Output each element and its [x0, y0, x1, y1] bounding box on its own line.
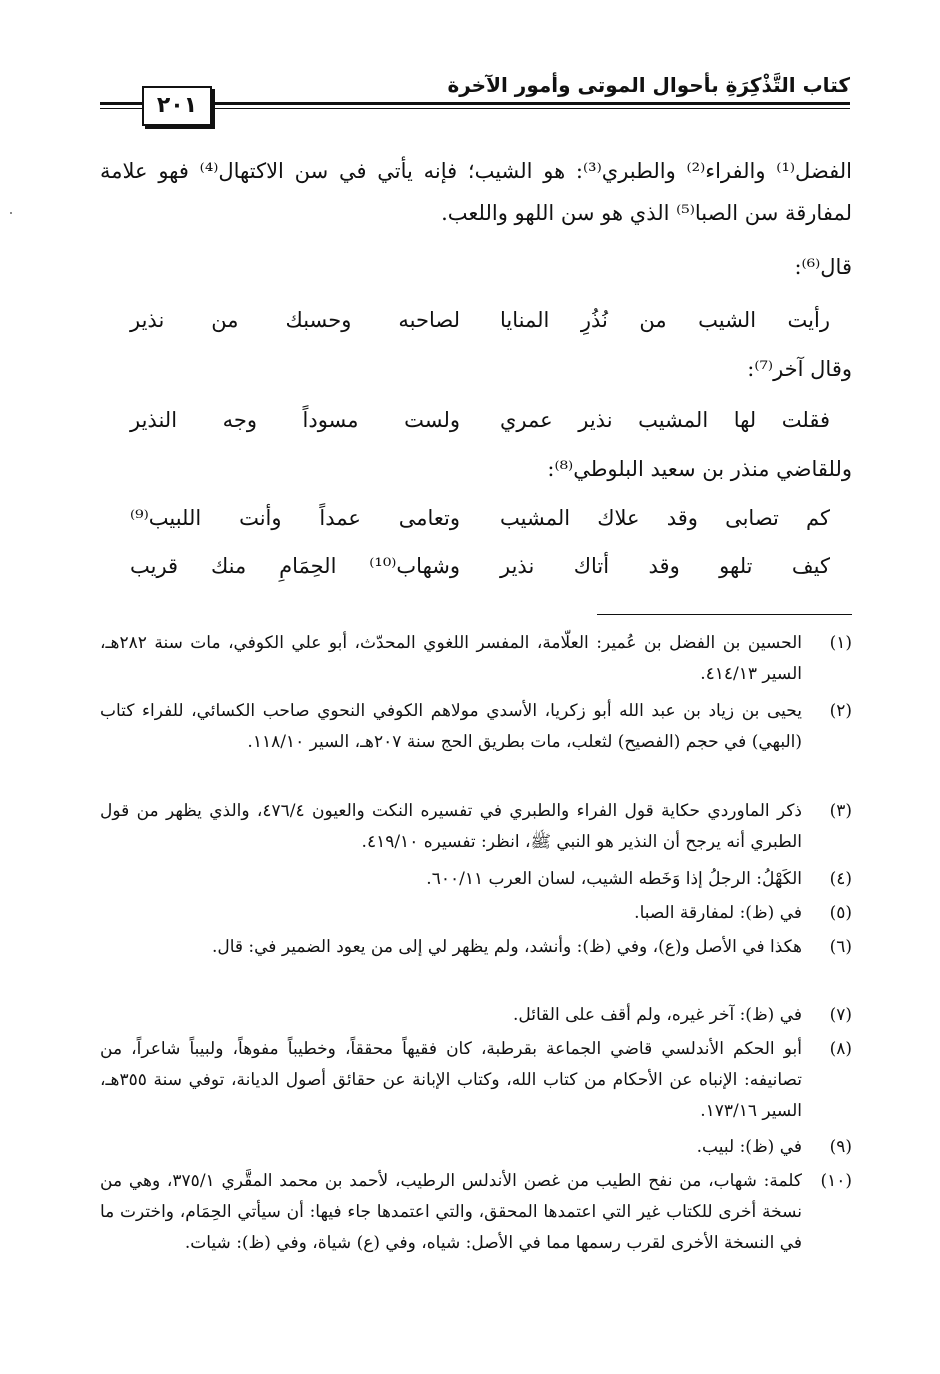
footnote-number: (١)	[829, 633, 852, 653]
page-header	[100, 70, 850, 132]
body-paragraph: الفضل⁽¹⁾ والفراء⁽²⁾ والطبري⁽³⁾: هو الشيب؛ فإنه يأتي في سن الاكتهال⁽⁴⁾ فهو علامة لمفارقة سن الصبا⁽⁵⁾ الذي هو سن اللهو واللعب.	[100, 159, 852, 225]
verse-4-second-hemistich: وشهاب⁽¹⁰⁾ الحِمَامِ منك قريب	[130, 554, 460, 578]
verse-2	[130, 398, 830, 442]
poem-intro-3: وللقاضي منذر بن سعيد البلوطي⁽⁸⁾:	[547, 457, 852, 481]
footnote	[100, 628, 852, 690]
footnote	[100, 1034, 852, 1127]
poem-intro-2: وقال آخر⁽⁷⁾:	[747, 357, 852, 381]
footnote	[100, 696, 852, 758]
footnote	[100, 1166, 852, 1259]
verse-1-second-hemistich: لصاحبه وحسبك من نذير	[130, 308, 460, 332]
verse-2-first-hemistich: فقلت لها المشيب نذير عمري	[500, 408, 830, 432]
footnote-number: (٣)	[829, 801, 852, 821]
page-number: ٢٠١	[142, 86, 212, 126]
footnote	[100, 796, 852, 858]
footnote-text: في (ظ): لمفارقة الصبا.	[634, 903, 802, 923]
footnote	[100, 932, 852, 963]
poem-intro-1: قال⁽⁶⁾:	[794, 255, 852, 279]
footnote-text: كلمة: شهاب، من نفح الطيب من غصن الأندلس الرطيب، لأحمد بن محمد المقَّري ٣٧٥/١، وهي من نسخة أخرى للكتاب غير التي اعتمدها المحقق، والتي اعتمدها جاء فيها: أن سيأتي الحِمَام، واخترت ما في النسخة الأخرى لقرب رسمها مما في الأصل: شياه، وفي (ع) شياة، وفي (ظ): شيات.	[100, 1171, 802, 1253]
running-title: كتاب التَّذْكِرَةِ بأحوال الموتى وأمور الآخرة	[447, 73, 850, 97]
footnote-number: (٦)	[829, 937, 852, 957]
footnote-text: الحسين بن الفضل بن عُمير: العلّامة، المفسر اللغوي المحدّث، أبو علي الكوفي، مات سنة ٢٨٢هـ، السير ٤١٤/١٣.	[100, 633, 802, 684]
footnote-separator	[597, 614, 852, 615]
verse-4-first-hemistich: كيف تلهو وقد أتاك نذير	[500, 554, 830, 578]
footnote-text: في (ظ): آخر غيره، ولم أقف على القائل.	[512, 1005, 802, 1025]
footnote	[100, 1132, 852, 1163]
verse-1-first-hemistich: رأيت الشيب من نُذُرِ المنايا	[500, 308, 830, 332]
verse-4	[130, 544, 830, 588]
verse-2-second-hemistich: ولست مسوداً وجه النذير	[130, 408, 460, 432]
verse-3-first-hemistich: كم تصابى وقد علاك المشيب	[500, 506, 830, 530]
footnote-text: يحيى بن زياد بن عبد الله أبو زكريا، الأسدي مولاهم الكوفي النحوي صاحب الكسائي، للفراء كتاب (البهي) في حجم (الفصيح) لثعلب، مات بطريق الحج سنة ٢٠٧هـ، السير ١١٨/١٠.	[100, 701, 802, 752]
footnote-number: (٨)	[829, 1039, 852, 1059]
scan-speck	[10, 212, 12, 214]
footnote-text: الكَهْلُ: الرجلُ إذا وَخَطه الشيب، لسان العرب ٦٠٠/١١.	[426, 869, 802, 889]
header-rule-thick	[100, 102, 850, 105]
footnote	[100, 864, 852, 895]
footnote-number: (٢)	[829, 701, 852, 721]
verse-3-second-hemistich: وتعامى عمداً وأنت اللبيب⁽⁹⁾	[130, 506, 460, 530]
header-rule-thin	[100, 108, 850, 109]
footnote-number: (٤)	[829, 869, 852, 889]
footnote	[100, 898, 852, 929]
footnote-number: (١٠)	[820, 1171, 852, 1191]
footnote-text: ذكر الماوردي حكاية قول الفراء والطبري في تفسيره النكت والعيون ٤٧٦/٤، والذي يظهر من قول الطبري أنه يرجح أن النذير هو النبي ﷺ، انظر: تفسيره ٤١٩/١٠.	[100, 801, 802, 852]
footnote-number: (٧)	[829, 1005, 852, 1025]
verse-3	[130, 496, 830, 540]
footnote-text: أبو الحكم الأندلسي قاضي الجماعة بقرطبة، كان فقيهاً محققاً، وخطيباً مفوهاً، ولبيباً شاعراً، من تصانيفه: الإنباه عن الأحكام من كتاب الله، وكتاب الإبانة عن حقائق أصول الديانة، توفي سنة ٣٥٥هـ، السير ١٧٣/١٦.	[100, 1039, 802, 1121]
verse-1	[130, 298, 830, 342]
footnote-text: في (ظ): لبيب.	[696, 1137, 802, 1157]
footnote	[100, 1000, 852, 1031]
footnote-number: (٩)	[829, 1137, 852, 1157]
footnote-number: (٥)	[829, 903, 852, 923]
footnote-text: هكذا في الأصل و(ع)، وفي (ظ): وأنشد، ولم يظهر لي إلى من يعود الضمير في: قال.	[211, 937, 802, 957]
